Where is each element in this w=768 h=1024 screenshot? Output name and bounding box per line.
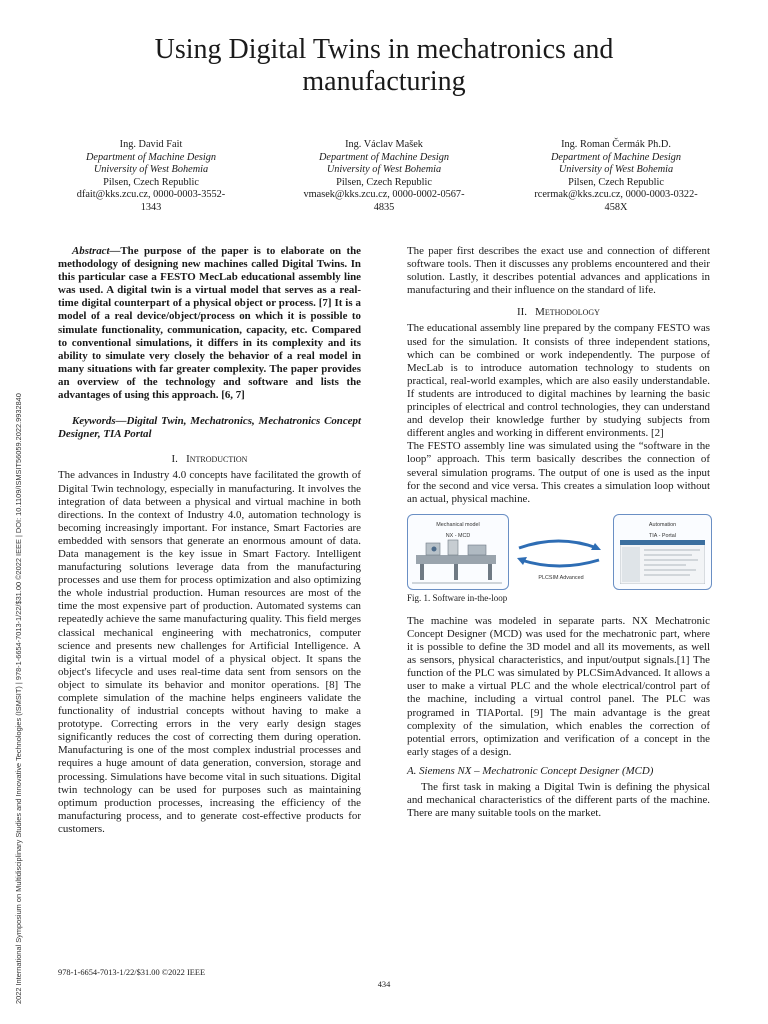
abstract-lead: Abstract— [72,245,121,257]
author-university: University of West Bohemia [558,164,674,176]
introduction-text: The advances in Industry 4.0 concepts have facilitated the growth of Digital Twin technology, especially in manufacturing. It involves the integration of data between a physical and virtual machine in both directions. In the context of Industry 4.0, automation technology is becoming increasingly important. For instance, Smart Factories are embedded with sensors that generate an enormous amount of data. Data management is the key issue in Smart Factory. Intelligent manufacturing solutions leverage data from the manufacturing processes and use them for process optimization and also optimizing the whole industrial production. Human resources are most of the time the most expensive part of production. Automated systems can repeatedly achieve the same manufacturing quality. This field merges classical mechanical engineering with mechatronics, computer science and presents new challenges for Artificial Intelligence. A digital twin is a virtual model of a physical object. It spans the object's lifecycle and uses real-time data sent from sensors on the object to simulate its behavior and monitor operations. [8] The complete simulation of the machine helps engineers validate the functionality of industrial concepts without having to make a prototype. Correcting errors in the very early design stages significantly reduces the cost of correcting them during operation. Manufacturing is one of the most complex industrial processes and requires a huge amount of data generation, conversion, storage and processing. Simulations have become vital in such situations. Digital twin technology can be used for purposes such as maintaining optimum production processes, increasing the efficiency of the manufacturing process, and to generate cost-effective products for customers. [58,469,361,835]
author-name: Ing. David Fait [119,139,183,150]
section-title: Methodology [535,306,600,319]
author-contact: dfait@kks.zcu.cz, 0000-0003-3552- [76,189,226,201]
automation-label: Automation [648,521,677,528]
automation-box [613,514,712,590]
subsection-a-text: The first task in making a Digital Twin is defining the physical and mechanical characteristics of the different parts of the machine. There are many suitable tools on the market. [407,781,710,820]
author-city: Pilsen, Czech Republic [103,176,199,188]
loop-arrows-icon [515,538,603,568]
right-column [407,245,710,820]
author-contact: rcermak@kks.zcu.cz, 0000-0003-0322- [534,189,698,201]
left-column [58,245,361,836]
tia-portal-label: TIA - Portal [649,532,676,539]
side-citation-strip: 2022 International Symposium on Multidisciplinary Studies and Innovative Technologies (ISMSIT) | 978-1-6654-7013-1/22/$31.00 ©2022 IEEE | DOI: 10.1109/ISMSIT56059.2022.9932840 [14,393,23,1004]
mechanical-model-box [407,514,509,590]
mechanical-model-label: Mechanical model [436,521,480,528]
author-city: Pilsen, Czech Republic [336,176,432,188]
intro-continuation: The paper first describes the exact use and connection of different software tools. Then it discusses any problems encountered and their solution. Lastly, it describes potential advances and applications in manufacturing and their influence on the standard of life. [407,245,710,297]
author-department: Department of Machine Design [318,151,450,163]
author-university: University of West Bohemia [93,164,209,176]
author-department: Department of Machine Design [550,151,682,163]
copyright-footer: 978-1-6654-7013-1/22/$31.00 ©2022 IEEE [58,968,206,977]
author-block-3 [531,139,701,215]
abstract-body: The purpose of the paper is to elaborate on the methodology of designing new machines called Digital Twins. In this particular case a FESTO MecLab educational assembly line was used. A digital twin is a virtual model that serves as a real-time digital counterpart of a physical object or process. [7] It is a model of a real device/object/process on which it is possible to simulate functionality, communication, capacity, etc. Compared to conventional simulations, it differs in its complexity and its ability to simulate very closely the behavior of a real model in many situations with far greater complexity. The paper provides an overview of the technology and software and lists the advantages of using this approach. [6, 7] [58,245,361,402]
subsection-heading-mcd: A. Siemens NX – Mechatronic Concept Designer (MCD) [407,764,654,777]
author-contact-cont: 458X [604,201,628,213]
author-contact: vmasek@kks.zcu.cz, 0000-0002-0567- [303,189,465,201]
paper-title [0,34,768,98]
author-contact-cont: 4835 [373,201,395,213]
keywords: Keywords—Digital Twin, Mechatronics, Mechatronics Concept Designer, TIA Portal [58,415,361,441]
page-number: 434 [377,980,391,989]
paper-title-line-1: Using Digital Twins in mechatronics and [154,34,614,65]
section-title: Introduction [186,453,248,466]
section-heading-methodology [407,306,710,319]
figure-software-in-the-loop [407,512,710,589]
methodology-paragraph-2: The FESTO assembly line was simulated using the “software in the loop” approach. This term basically describes the connection of several simulation programs. The output of one is used as the input for the second and vice versa. This creates a simulation loop without an actual, physical machine. [407,440,710,505]
author-block-2 [299,139,469,215]
author-city: Pilsen, Czech Republic [568,176,664,188]
author-block-1 [66,139,236,215]
nx-mcd-label: NX - MCD [445,532,471,539]
methodology-paragraph-3: The machine was modeled in separate parts. NX Mechatronic Concept Designer (MCD) was used for the mechatronic part, where it is possible to define the 3D model and all its movements, as well as sensors, physical characteristics, and input/output signals.[1] The function of the PLC was simulated by PLCSimAdvanced. It allows a user to make a virtual PLC and the whole electrical/control part of the machine, including a virtual control panel. The PLC was programed in TIAPortal. [9] The main advantage is the great complexity of the simulation, which enables the correction of potential errors, optimization and verification of a concept in the early stages of a design. [407,614,710,758]
methodology-paragraph-1: The educational assembly line prepared by the company FESTO was used for the simulation. It consists of three independent stations, which can be combined or work independently. The purpose of MecLab is to introduce automation technology to students on practical, real-world examples, which are also easily understandable. If students are introduced to digital machines by learning the basic principles of electrical and control technologies, they can understand and develop their knowledge further by studying subjects from different angles and working in different environments. [2] [407,322,710,440]
section-number: I. [171,453,178,466]
author-name: Ing. Roman Čermák Ph.D. [561,139,671,150]
author-department: Department of Machine Design [85,151,217,163]
author-name: Ing. Václav Mašek [345,139,423,150]
section-heading-introduction [58,453,361,466]
section-number: II. [517,306,527,319]
author-university: University of West Bohemia [326,164,442,176]
author-contact-cont: 1343 [140,201,162,213]
assembly-line-model-icon [412,539,504,585]
figure-caption: Fig. 1. Software in-the-loop [407,592,508,603]
plcsim-advanced-label: PLCSIM Advanced [538,574,584,581]
abstract [58,245,361,402]
paper-title-line-2: manufacturing [302,66,466,97]
tia-portal-screenshot-icon [620,540,705,584]
